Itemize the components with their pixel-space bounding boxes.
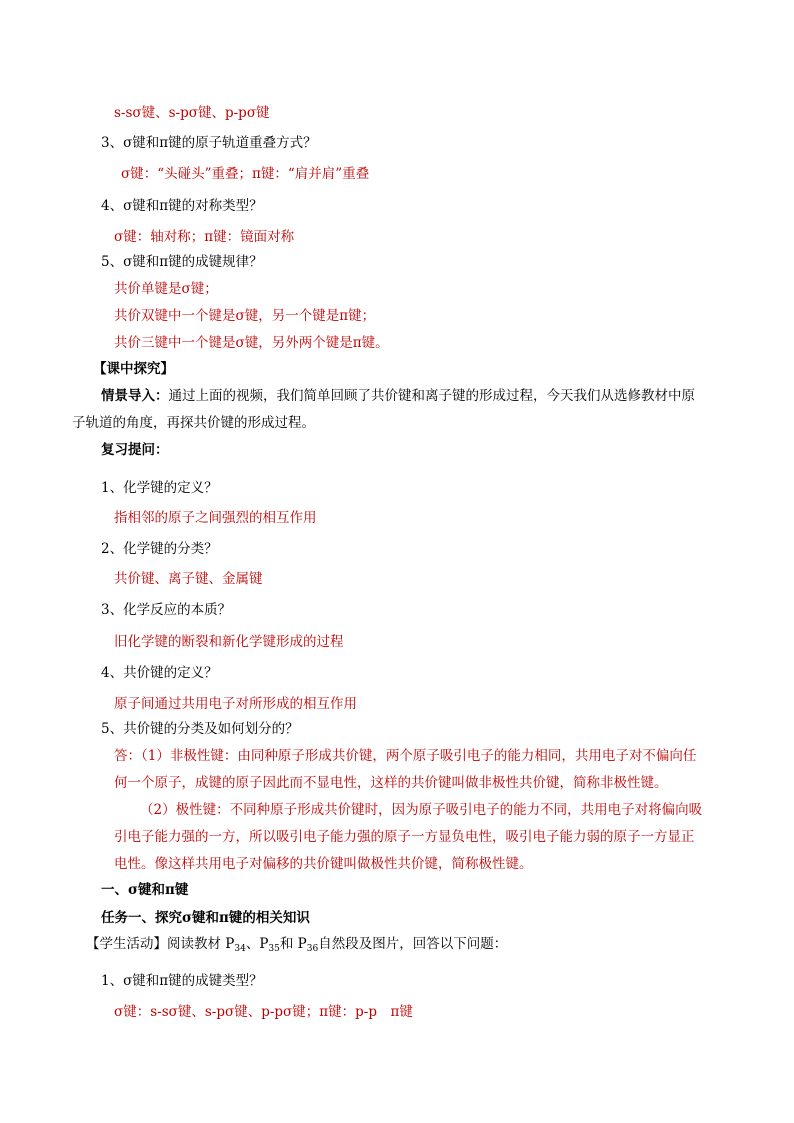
activity-page-36: 36 bbox=[306, 944, 319, 954]
review-answer-4: 原子间通过共用电子对所形成的相互作用 bbox=[114, 696, 357, 712]
question-4-symmetry: 4、σ键和π键的对称类型？ bbox=[101, 198, 263, 214]
review-answer-5-line5: 电性。像这样共用电子对偏移的共价键叫做极性共价键，简称极性键。 bbox=[114, 856, 533, 872]
activity-page-34: 34 bbox=[234, 944, 246, 954]
answer-5-rule-double: 共价双键中一个键是σ键，另一个键是π键； bbox=[114, 308, 376, 324]
question-5-rules: 5、σ键和π键的成键规律？ bbox=[101, 254, 263, 270]
answer-4-symmetry: σ键：轴对称；π键：镜面对称 bbox=[114, 229, 295, 245]
task-answer-1: σ键：s-sσ键、s-pσ键、p-pσ键；π键：p-p π键 bbox=[114, 1004, 413, 1020]
review-answer-5-line1: 答：（1）非极性键：由同种原子形成共价键，两个原子吸引电子的能力相同，共用电子对不偏向任 bbox=[114, 748, 697, 764]
review-answer-5-line2: 何一个原子，成键的原子因此而不显电性，这样的共价键叫做非极性共价键，简称非极性键。 bbox=[114, 775, 668, 791]
student-activity-label: 【学生活动】 bbox=[86, 936, 167, 952]
review-answer-5-line3: （2）极性键：不同种原子形成共价键时，因为原子吸引电子的能力不同，共用电子对将偏向吸 bbox=[140, 802, 703, 818]
activity-sep-2: 和 P bbox=[279, 936, 307, 952]
answer-5-rule-single: 共价单键是σ键； bbox=[114, 281, 218, 297]
review-answer-1: 指相邻的原子之间强烈的相互作用 bbox=[114, 510, 317, 526]
scenario-intro-line1 bbox=[101, 387, 695, 405]
review-question-5: 5、共价键的分类及如何划分的？ bbox=[101, 721, 299, 737]
review-question-2: 2、化学键的分类？ bbox=[101, 541, 218, 557]
activity-text-post: 自然段及图片，回答以下问题： bbox=[318, 936, 508, 952]
answer-5-rule-triple: 共价三键中一个键是σ键，另外两个键是π键。 bbox=[114, 335, 389, 351]
scenario-intro-label: 情景导入： bbox=[101, 388, 169, 404]
answer-bond-types-cont: s-sσ键、s-pσ键、p-pσ键 bbox=[114, 105, 270, 121]
section-heading-in-class: 【课中探究】 bbox=[93, 361, 174, 377]
scenario-intro-text: 通过上面的视频，我们简单回顾了共价键和离子键的形成过程，今天我们从选修教材中原 bbox=[168, 388, 695, 404]
question-3-overlap: 3、σ键和π键的原子轨道重叠方式？ bbox=[101, 135, 317, 151]
review-question-4: 4、共价键的定义？ bbox=[101, 665, 218, 681]
task-1-heading: 任务一、探究σ键和π键的相关知识 bbox=[101, 910, 310, 926]
scenario-intro-line2: 子轨道的角度，再探共价键的形成过程。 bbox=[72, 415, 315, 431]
answer-3-overlap: σ键：“头碰头”重叠；π键：“肩并肩”重叠 bbox=[121, 166, 370, 182]
review-question-1: 1、化学键的定义？ bbox=[101, 480, 218, 496]
review-answer-5-line4: 引电子能力强的一方，所以吸引电子能力强的原子一方显负电性，吸引电子能力弱的原子一方显正 bbox=[114, 829, 695, 845]
review-heading: 复习提问： bbox=[101, 442, 169, 458]
activity-sep-1: 、P bbox=[245, 936, 269, 952]
student-activity-line bbox=[86, 935, 507, 953]
activity-text-pre: 阅读教材 P bbox=[167, 936, 235, 952]
task-question-1: 1、σ键和π键的成键类型？ bbox=[101, 973, 263, 989]
section-heading-sigma-pi: 一、σ键和π键 bbox=[101, 882, 189, 898]
activity-page-35: 35 bbox=[268, 944, 280, 954]
review-answer-3: 旧化学键的断裂和新化学键形成的过程 bbox=[114, 634, 344, 650]
review-question-3: 3、化学反应的本质？ bbox=[101, 602, 232, 618]
review-answer-2: 共价键、离子键、金属键 bbox=[114, 571, 263, 587]
